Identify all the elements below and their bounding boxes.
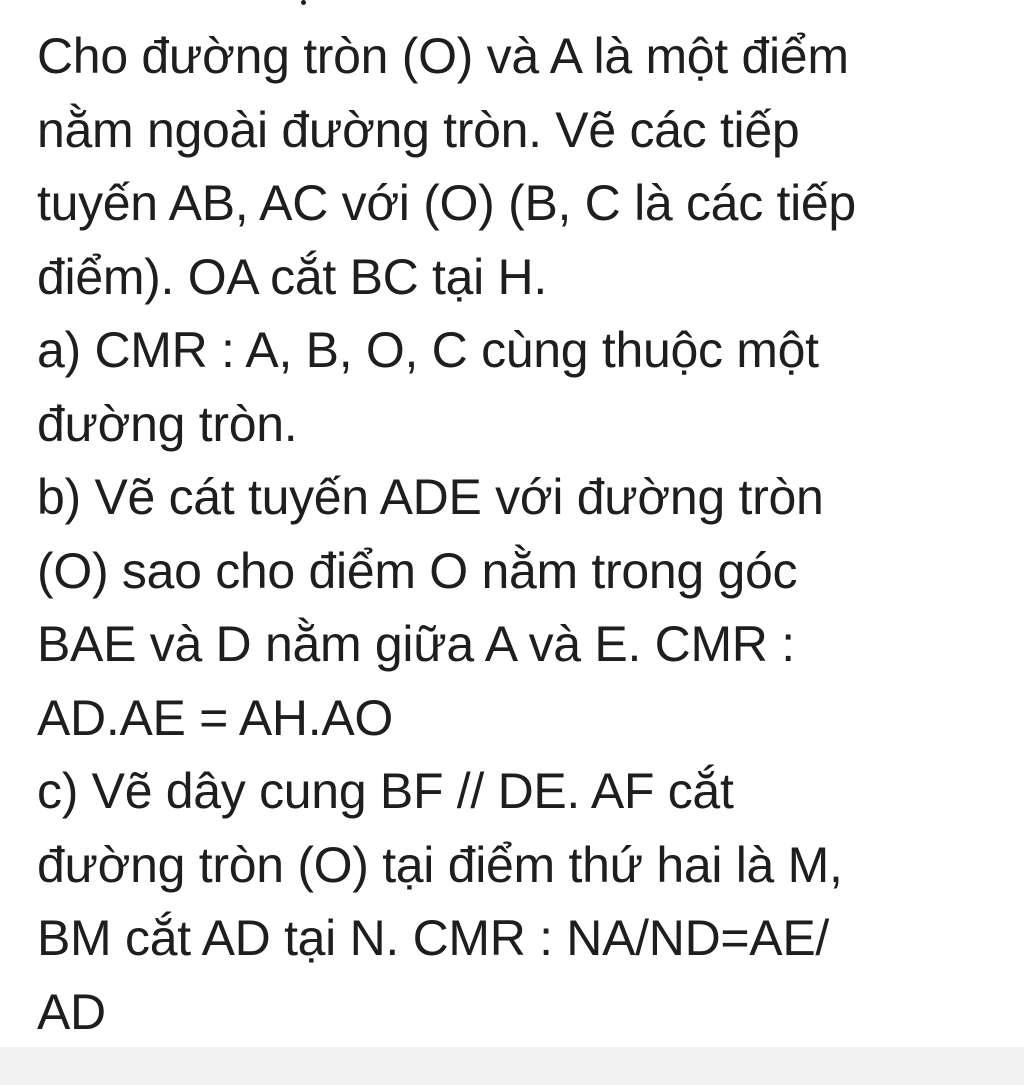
problem-line: Cho đường tròn (O) và A là một điểm xyxy=(37,28,849,84)
problem-line: nằm ngoài đường tròn. Vẽ các tiếp xyxy=(37,101,800,158)
part-c-line: AD xyxy=(37,983,106,1040)
part-a-line: a) CMR : A, B, O, C cùng thuộc một xyxy=(37,322,819,378)
part-c-line: đường tròn (O) tại điểm thứ hai là M, xyxy=(37,836,843,893)
problem-line: điểm). OA cắt BC tại H. xyxy=(37,248,547,305)
part-c-line: c) Vẽ dây cung BF // DE. AF cắt xyxy=(37,763,734,819)
part-b-line: AD.AE = AH.AO xyxy=(37,689,393,746)
part-b-line: (O) sao cho điểm O nằm trong góc xyxy=(37,542,798,599)
part-a-line: đường tròn. xyxy=(37,395,298,452)
part-b-line: BAE và D nằm giữa A và E. CMR : xyxy=(37,616,795,672)
part-b-line: b) Vẽ cát tuyến ADE với đường tròn xyxy=(37,469,824,525)
part-c-line: BM cắt AD tại N. CMR : NA/ND=AE/ xyxy=(37,910,829,966)
problem-text xyxy=(37,20,1012,1049)
bottom-bar xyxy=(0,1047,1024,1085)
top-dot-mark xyxy=(301,0,306,5)
problem-line: tuyến AB, AC với (O) (B, C là các tiếp xyxy=(37,175,856,231)
